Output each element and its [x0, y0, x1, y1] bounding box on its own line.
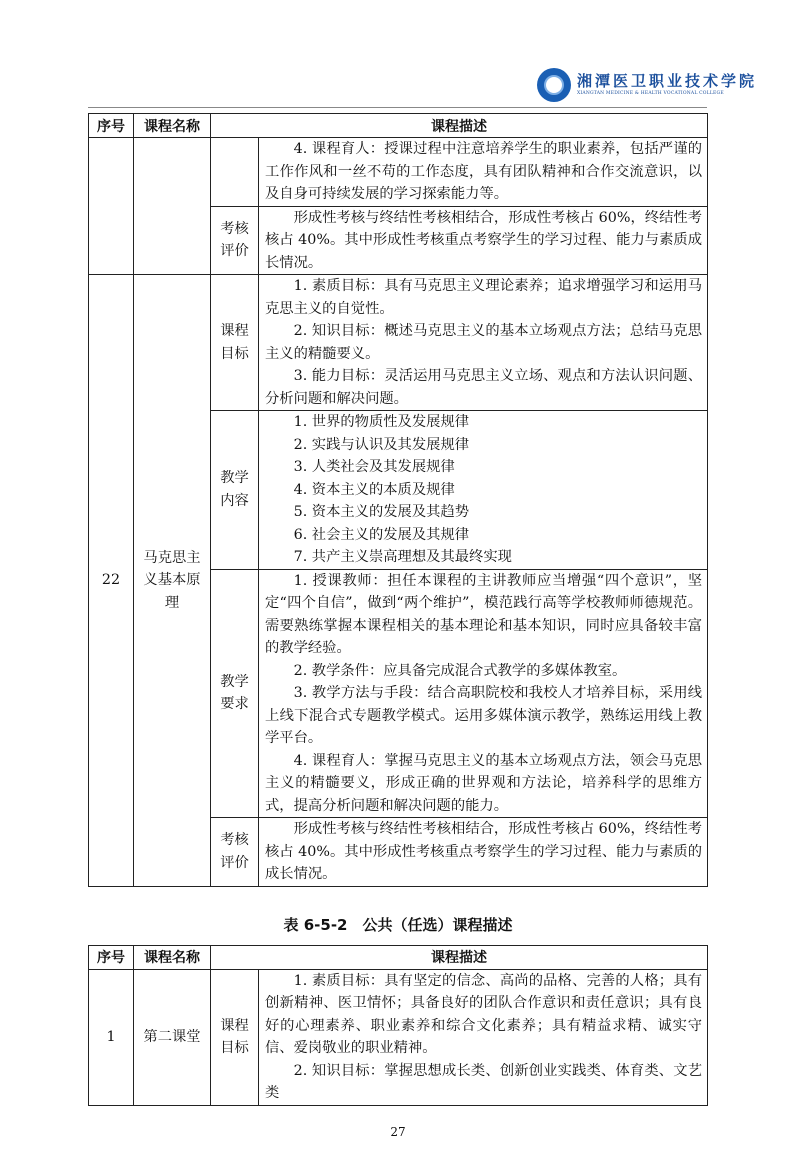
table-row: [89, 969, 708, 1105]
col-desc: 课程描述: [211, 114, 708, 138]
content-item: 1. 世界的物质性及发展规律: [293, 414, 470, 430]
row-label: 考核评价: [211, 818, 259, 887]
content-item: 2. 实践与认识及其发展规律: [293, 436, 470, 453]
col-desc: 课程描述: [211, 945, 708, 969]
col-name: 课程名称: [134, 945, 211, 969]
row-label: 教学内容: [211, 411, 259, 570]
table-row: [89, 275, 708, 411]
req-item: 2. 教学条件：应具备完成混合式教学的多媒体教室。: [293, 662, 627, 679]
req-item: 1. 授课教师：担任本课程的主讲教师应当增强“四个意识”，坚定“四个自信”，做到“两个维护”，模范践行高等学校教师师德规范。需要熟练掌握本课程相关的基本理论和基本知识，同时应具备较丰富的教学经验。: [265, 572, 702, 656]
course-name: 第二课堂: [134, 969, 211, 1105]
assess-text: 形成性考核与终结性考核相结合，形成性考核占 60%，终结性考核占 40%。其中形成性考核重点考察学生的学习过程、能力与素质的成长情况。: [265, 821, 702, 882]
goal-item: 1. 素质目标：具有马克思主义理论素养；追求增强学习和运用马克思主义的自觉性。: [265, 278, 702, 317]
content-item: 5. 资本主义的发展及其趋势: [293, 504, 470, 520]
col-name: 课程名称: [134, 114, 211, 138]
course-table-2: [88, 945, 708, 1106]
logo-en: XIANGTAN MEDICINE & HEALTH VOCATIONAL COLLEGE: [577, 91, 724, 96]
course-table-1: [88, 113, 708, 887]
assess-text: 形成性考核与终结性考核相结合，形成性考核占 60%，终结性考核占 40%。其中形成性考核重点考察学生的学习过程、能力与素质成长情况。: [265, 209, 702, 271]
content-item: 3. 人类社会及其发展规律: [293, 459, 455, 475]
table-row: [89, 138, 708, 207]
course-no: 1: [89, 969, 134, 1105]
content-item: 7. 共产主义崇高理想及其最终实现: [293, 549, 512, 565]
row-label: 考核评价: [211, 206, 259, 275]
page-number: 27: [390, 1124, 406, 1139]
row-label: 课程目标: [211, 275, 259, 411]
row-label: 课程目标: [211, 969, 259, 1105]
req-item: 4. 课程育人：掌握马克思主义的基本立场观点方法，领会马克思主义的精髓要义，形成正确的世界观和方法论，培养科学的思维方式，提高分析问题和解决问题的能力。: [265, 752, 702, 814]
desc-paragraph: 4. 课程育人：授课过程中注意培养学生的职业素养，包括严谨的工作作风和一丝不苟的工作态度，具有团队精神和合作交流意识，以及自身可持续发展的学习探索能力等。: [265, 141, 702, 202]
logo-cn: 湘潭医卫职业技术学院: [577, 72, 758, 90]
row-label: 教学要求: [211, 569, 259, 818]
goal-item: 3. 能力目标：灵活运用马克思主义立场、观点和方法认识问题、分析问题和解决问题。: [265, 368, 702, 407]
course-no: 22: [89, 275, 134, 887]
goal-item: 2. 知识目标：概述马克思主义的基本立场观点方法；总结马克思主义的精髓要义。: [265, 323, 702, 362]
goal-item: 2. 知识目标：掌握思想成长类、创新创业实践类、体育类、文艺类: [265, 1062, 702, 1101]
table-header-row: [89, 114, 708, 138]
table-header-row: [89, 945, 708, 969]
course-name: 马克思主义基本原理: [134, 275, 211, 887]
content-item: 6. 社会主义的发展及其规律: [293, 526, 470, 543]
goal-item: 1. 素质目标：具有坚定的信念、高尚的品格、完善的人格；具有创新精神、医卫情怀；具备良好的团队合作意识和责任意识；具有良好的心理素养、职业素养和综合文化素养；具有精益求精、诚实守信、爱岗敬业的职业精神。: [265, 972, 702, 1056]
table-caption: 表 6-5-2 公共（任选）课程描述: [283, 915, 513, 934]
req-item: 3. 教学方法与手段：结合高职院校和我校人才培养目标，采用线上线下混合式专题教学模式。运用多媒体演示教学，熟练运用线上教学平台。: [265, 685, 702, 746]
col-no: 序号: [89, 114, 134, 138]
col-no: 序号: [89, 945, 134, 969]
content-item: 4. 资本主义的本质及规律: [293, 481, 455, 498]
